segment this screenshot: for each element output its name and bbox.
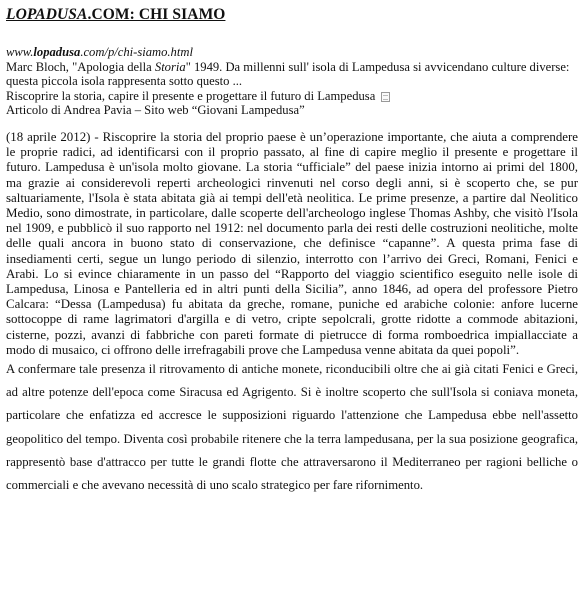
- source-url-domain: lopadusa: [33, 45, 81, 59]
- source-subtitle: Riscoprire la storia, capire il presente e progettare il futuro di Lampedusa: [6, 89, 578, 104]
- source-url: www.lopadusa.com/p/chi-siamo.html: [6, 45, 193, 59]
- page-title: [6, 6, 578, 24]
- site-brand: LOPADUSA: [6, 6, 88, 23]
- article-paragraph-1: (18 aprile 2012) - Riscoprire la storia del proprio paese è un’operazione importante, che aiuta a comprendere le proprie radici, ad identificarsi con il proprio passato, al fine di capire meglio il presente e progettare il futuro. Lampedusa è un'isola molto giovane. La storia “ufficiale” del paese inizia intorno ai primi del 1800, ma grazie ai considerevoli reperti archeologici rinvenuti nel corso degli anni, si è scoperto che, se pur saltuariamente, l'Isola è stata abitata già ai tempi dell'età neolitica. Le prime presenze, a partire dal Neolitico Medio, sono dimostrate, in particolare, dalle scoperte dell'archeologo inglese Thomas Ashby, che visitò l'Isola nel 1909, e pubblicò il suo rapporto nel 1912: nel documento parla dei resti delle costruzioni neolitiche, molte delle quali ancora in buono stato di conservazione, che definisce “capanne”. A questa prima fase di insediamenti certi, segue un lungo periodo di silenzio, interrotto con l’arrivo dei Greci, Romani, Fenici e Arabi. Lo si evince chiaramente in un passo del “Rapporto del viaggio scientifico eseguito nelle isole di Lampedusa, Linosa e Pantelleria ed in altri punti della Sicilia”, anno 1846, ad opera del professore Pietro Calcara: “Dessa (Lampedusa) fu abitata da greche, romane, puniche ed arabiche colonie: anfore lucerne sottocoppe di rame lagrimatori d'argilla e di vetro, cripte sepolcrali, grotte ridotte a commode abitazioni, cisterne, pozzi, avanzi di fabbriche con pareti formate di pietrucce di forma romboedrica impiallacciate a modo di musaico, ci offrono delle irrefragabili prove che Lampedusa venne abitata da quei popoli”.: [6, 129, 578, 357]
- site-title-suffix: .COM: CHI SIAMO: [87, 6, 226, 23]
- source-block: [6, 45, 578, 118]
- source-author: Articolo di Andrea Pavia – Sito web “Giovani Lampedusa”: [6, 103, 305, 118]
- source-excerpt: Marc Bloch, "Apologia della Storia" 1949. Da millenni sull' isola di Lampedusa si avvicendano culture diverse: questa piccola isola rappresenta sotto questo ...: [6, 59, 570, 89]
- article-paragraph-2: A confermare tale presenza il ritrovamento di antiche monete, riconducibili oltre che ai già citati Fenici e Greci, ad altre potenze dell'epoca come Siracusa ed Agrigento. Si è inoltre scoperto che sull'Isola si coniava moneta, particolare che enfatizza ed accresce le supposizioni riguardo l'attenzione che Lampedusa ebbe nell'assetto geopolitico del tempo. Diventa così probabile ritenere che la terra lampedusana, per la sua posizione geografica, rappresentò base d'attracco per tutte le grandi flotte che attraversarono il Mediterraneo per ragioni belliche o commerciali e che avevano necessità di uno scalo strategico per fare rifornimento.: [6, 362, 578, 493]
- article-body: [6, 130, 578, 497]
- document-icon: [381, 92, 390, 102]
